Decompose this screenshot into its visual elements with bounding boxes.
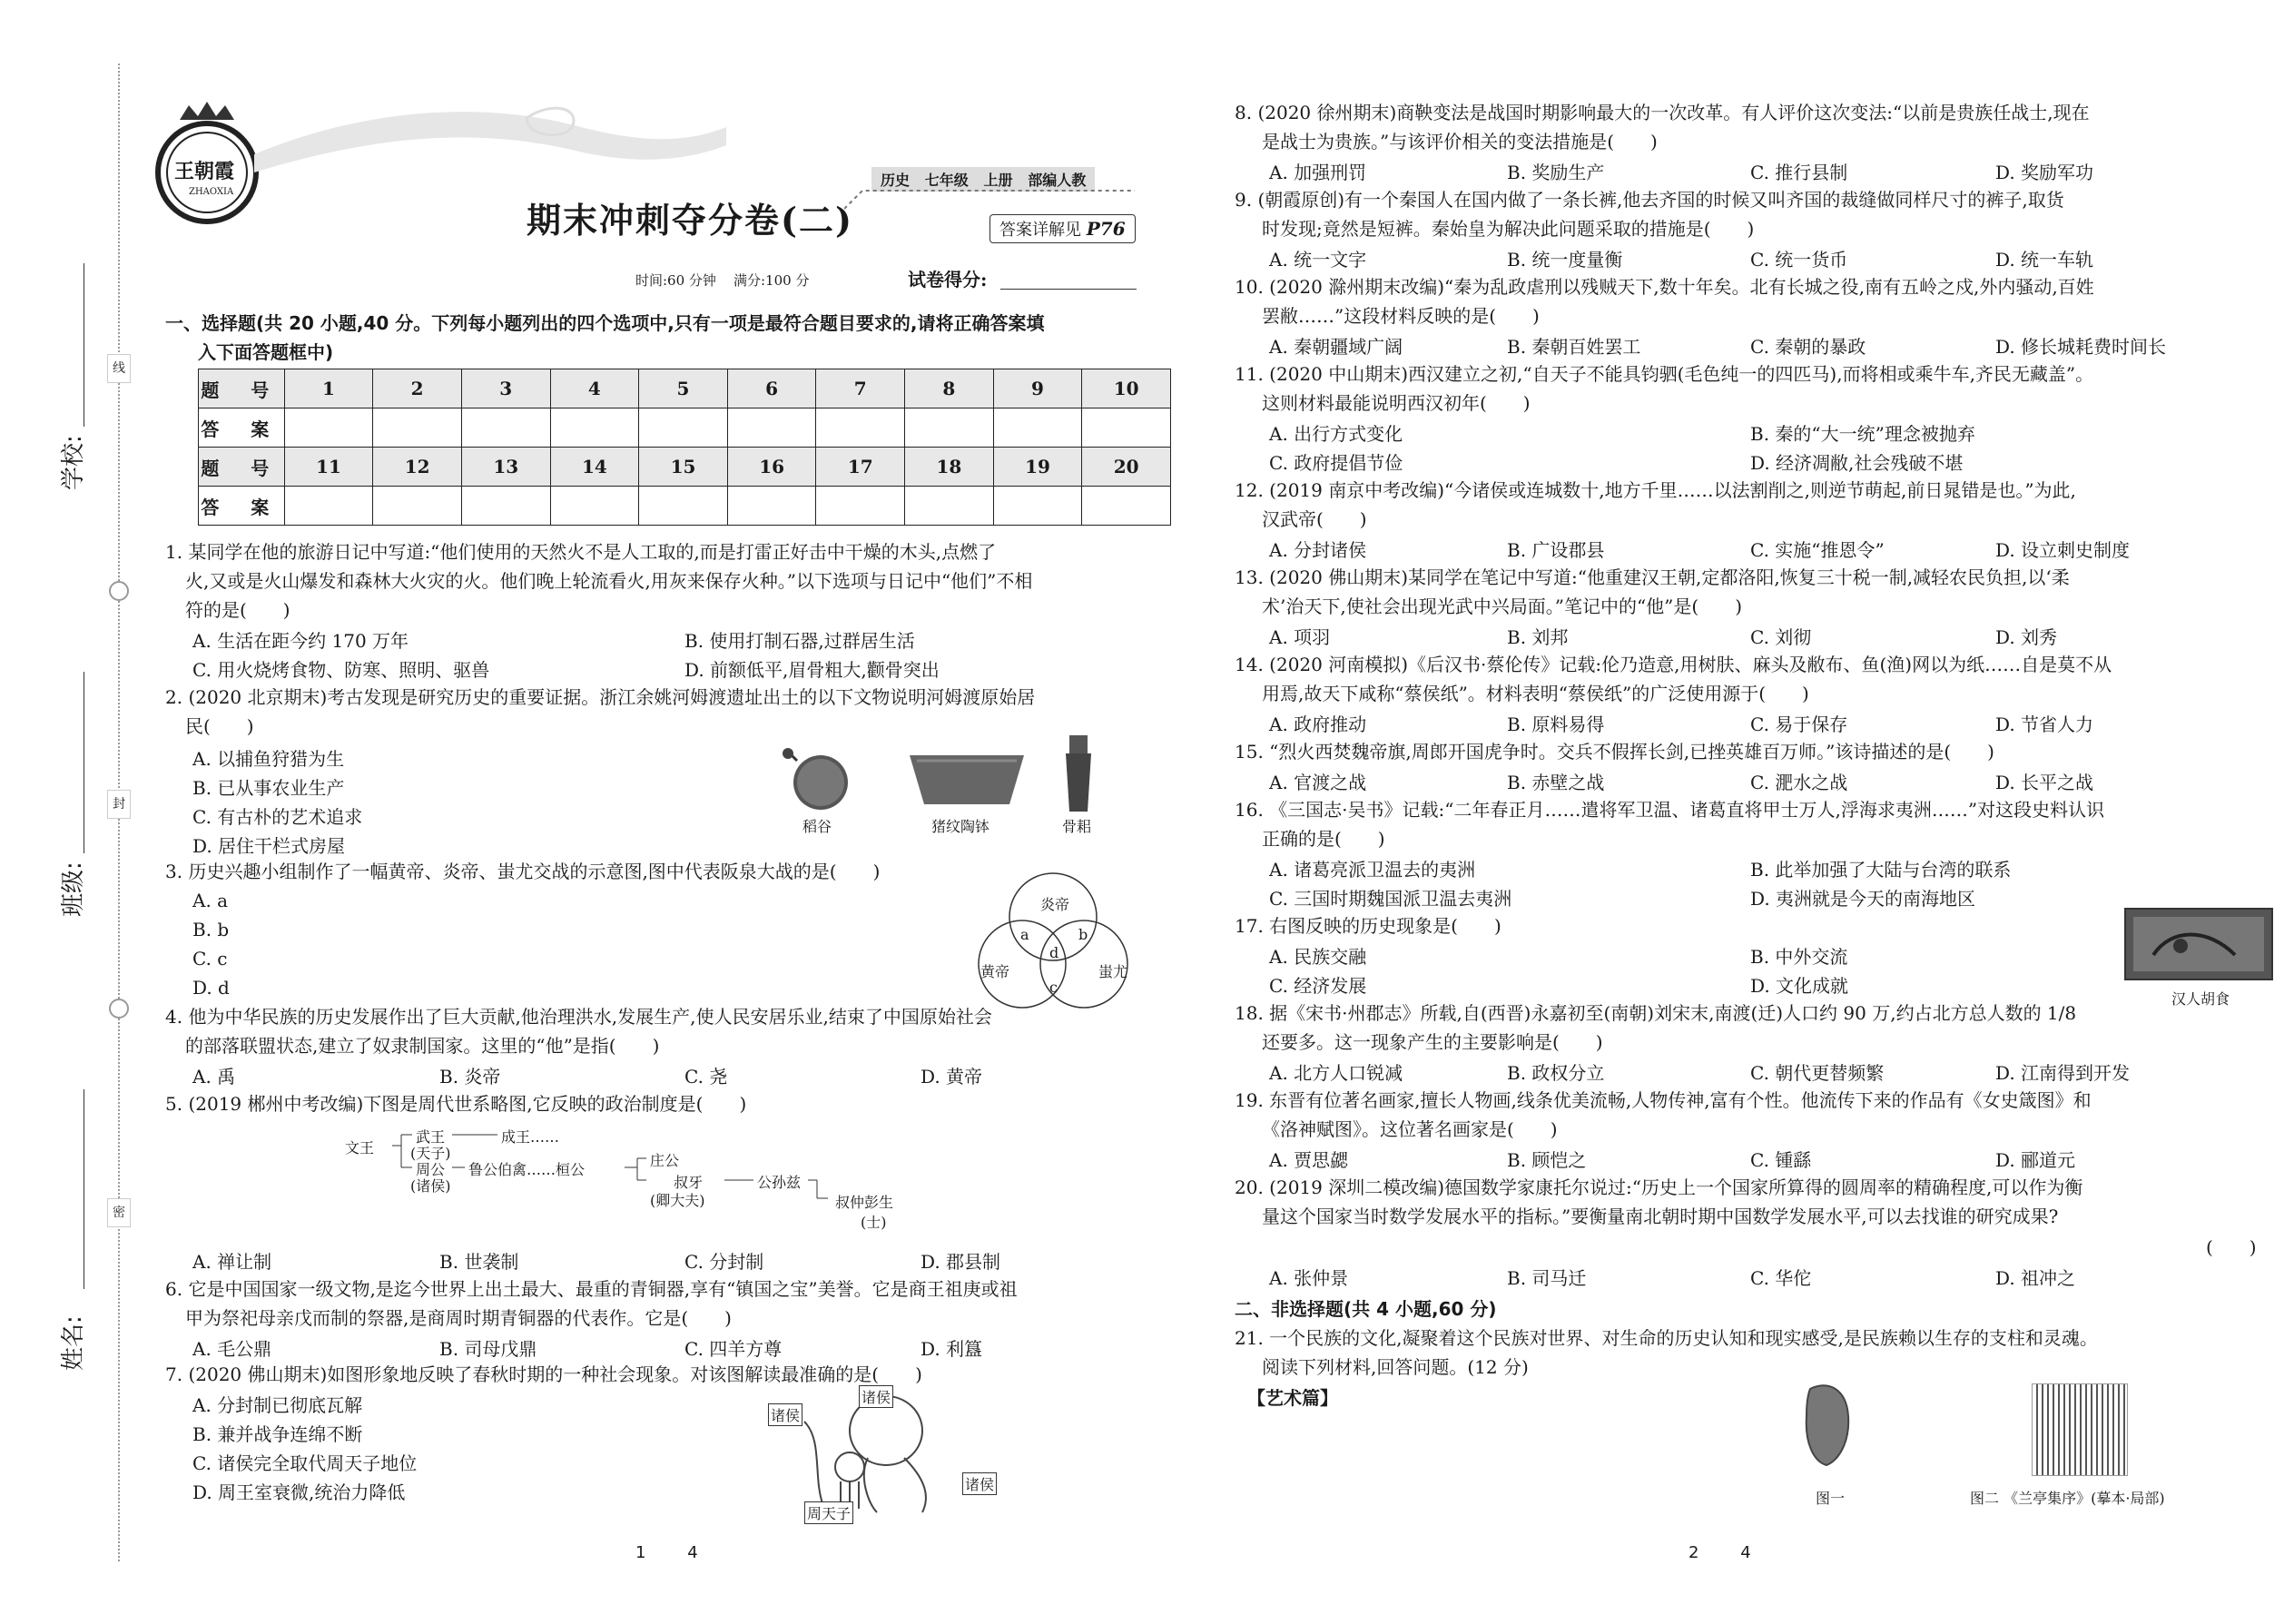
tree-lu: 鲁公伯禽……桓公	[468, 1161, 586, 1178]
caption-pottery: 猪纹陶钵	[931, 818, 990, 835]
q5-options	[165, 1247, 1155, 1276]
binding-mark: 密	[107, 1198, 131, 1227]
binding-mark: 封	[107, 790, 131, 819]
answer-cell[interactable]	[727, 487, 816, 526]
q12-line1: 12. (2019 南京中考改编)“今诸侯或连城数十,地方千里……以法割削之,则逆节萌起,前日晁错是也。”为此,	[1235, 479, 2076, 501]
question-18	[1235, 999, 2288, 1086]
num-cell: 9	[993, 369, 1082, 408]
page-number: 1	[635, 1543, 646, 1562]
q6-option-b[interactable]: B. 司母戊鼎	[439, 1338, 537, 1360]
answer-table	[198, 369, 1171, 526]
q18-option-d[interactable]: D. 江南得到开发	[1995, 1062, 2131, 1084]
question-11	[1235, 359, 2288, 476]
venn-d: d	[1049, 944, 1059, 961]
q11-option-c[interactable]: C. 政府提倡节俭	[1269, 452, 1403, 474]
answer-table-row	[199, 448, 1171, 487]
cartoon-label-zhuhou: 诸侯	[962, 1472, 997, 1495]
q1-option-b[interactable]: B. 使用打制石器,过群居生活	[684, 630, 915, 652]
q1-option-c[interactable]: C. 用火烧烤食物、防寒、照明、驱兽	[192, 659, 490, 681]
question-6	[165, 1275, 1155, 1365]
q2-option-c[interactable]: C. 有古朴的艺术追求	[192, 806, 363, 828]
tree-zhougong: 周公	[416, 1161, 446, 1178]
num-cell: 18	[905, 448, 994, 487]
q13-option-a[interactable]: A. 项羽	[1269, 626, 1331, 648]
mural-image	[2124, 908, 2273, 980]
q20-line2: 量这个国家当时数学发展水平的指标。”要衡量南北朝时期中国数学发展水平,可以去找谁的研究成果?	[1262, 1206, 2059, 1227]
answer-cell[interactable]	[639, 408, 728, 448]
q9-option-a[interactable]: A. 统一文字	[1269, 249, 1367, 271]
class-label: 班级:	[60, 861, 87, 917]
num-cell: 2	[373, 369, 462, 408]
q2-line1: 2. (2020 北京期末)考古发现是研究历史的重要证据。浙江余姚河姆渡遗址出土的以下文物说明河姆渡原始居	[165, 686, 1036, 708]
page-number-right	[1689, 1543, 1751, 1562]
q5-option-b[interactable]: B. 世袭制	[439, 1251, 519, 1273]
exam-meta	[635, 271, 809, 290]
answer-table-row	[199, 408, 1171, 448]
q2-option-a[interactable]: A. 以捕鱼狩猎为生	[192, 748, 345, 770]
rice-grain-image	[779, 743, 852, 815]
q10-option-d[interactable]: D. 修长城耗费时间长	[1995, 336, 2167, 358]
figure1-caption: 图一	[1816, 1490, 1846, 1507]
q10-line2: 罢敝……”这段材料反映的是( )	[1262, 305, 1540, 327]
tree-wuwang: 武王	[416, 1128, 446, 1146]
q19-option-b[interactable]: B. 顾恺之	[1507, 1149, 1587, 1171]
question-7	[165, 1360, 1155, 1505]
num-cell: 19	[993, 448, 1082, 487]
answer-cell[interactable]	[373, 487, 462, 526]
answer-cell[interactable]	[284, 408, 373, 448]
answer-cell[interactable]	[639, 487, 728, 526]
q14-option-c[interactable]: C. 易于保存	[1750, 714, 1848, 735]
right-questions	[1235, 98, 2288, 1532]
question-19	[1235, 1086, 2288, 1173]
num-cell: 12	[373, 448, 462, 487]
tag-edition: 部编人教	[1028, 172, 1087, 189]
num-cell: 13	[461, 448, 550, 487]
brand-name: 王朝霞	[174, 160, 235, 183]
question-5	[165, 1089, 1155, 1118]
q5-option-d[interactable]: D. 郡县制	[921, 1251, 1001, 1273]
bone-spade-image	[1060, 735, 1097, 813]
question-20	[1235, 1173, 2288, 1291]
q4-option-a[interactable]: A. 禹	[192, 1066, 236, 1088]
q13-option-b[interactable]: B. 刘邦	[1507, 626, 1569, 648]
q1-option-d[interactable]: D. 前额低平,眉骨粗大,颧骨突出	[684, 659, 940, 681]
q2-option-d[interactable]: D. 居住干栏式房屋	[192, 835, 346, 857]
num-cell: 5	[639, 369, 728, 408]
q13-line2: 术’治天下,使社会出现光武中兴局面。”笔记中的“他”是( )	[1262, 595, 1742, 617]
answer-table-row	[199, 369, 1171, 408]
q1-line1: 1. 某同学在他的旅游日记中写道:“他们使用的天然火不是人工取的,而是打雷正好击中干燥的木头,点燃了	[165, 541, 997, 563]
q8-option-d[interactable]: D. 奖励军功	[1995, 162, 2094, 183]
q18-line2: 还要多。这一现象产生的主要影响是( )	[1262, 1031, 1603, 1053]
tree-dafu: (卿大夫)	[650, 1192, 705, 1209]
answer-cell[interactable]	[905, 408, 994, 448]
q10-option-a[interactable]: A. 秦朝疆域广阔	[1269, 336, 1403, 358]
question-1	[165, 537, 1155, 683]
question-13	[1235, 563, 2288, 650]
ans-header: 答 案	[199, 487, 285, 526]
answer-cell[interactable]	[373, 408, 462, 448]
venn-c: c	[1049, 979, 1058, 996]
answer-cell[interactable]	[993, 487, 1082, 526]
q13-option-c[interactable]: C. 刘彻	[1750, 626, 1812, 648]
q3-option-a[interactable]: A. a	[192, 890, 229, 911]
num-cell: 8	[905, 369, 994, 408]
num-cell: 15	[639, 448, 728, 487]
num-cell: 20	[1082, 448, 1171, 487]
q15-option-c[interactable]: C. 淝水之战	[1750, 772, 1848, 793]
q16-line2: 正确的是( )	[1262, 828, 1385, 850]
q14-option-d[interactable]: D. 节省人力	[1995, 714, 2094, 735]
q12-line2: 汉武帝( )	[1262, 508, 1367, 530]
num-cell: 11	[284, 448, 373, 487]
q18-option-c[interactable]: C. 朝代更替频繁	[1750, 1062, 1885, 1084]
q11-line2: 这则材料最能说明西汉初年( )	[1262, 392, 1531, 414]
answer-cell[interactable]	[727, 408, 816, 448]
num-header: 题 号	[199, 369, 285, 408]
venn-a: a	[1020, 926, 1029, 943]
tree-zhuanggong: 庄公	[650, 1152, 680, 1169]
q10-line1: 10. (2020 滁州期末改编)“秦为乱政虐刑以残贼天下,数十年矣。北有长城之役,南有五岭之戍,外内骚动,百姓	[1235, 276, 2094, 298]
page-number: 2	[1689, 1543, 1699, 1562]
q17-option-d[interactable]: D. 文化成就	[1750, 975, 1849, 997]
q8-option-b[interactable]: B. 奖励生产	[1507, 162, 1605, 183]
q5-option-a[interactable]: A. 禅让制	[192, 1251, 272, 1273]
q14-line2: 用焉,故天下咸称“蔡侯纸”。材料表明“蔡侯纸”的广泛使用源于( )	[1262, 683, 1809, 704]
venn-b: b	[1078, 926, 1088, 943]
q4-line2: 的部落联盟状态,建立了奴隶制国家。这里的“他”是指( )	[185, 1035, 660, 1057]
zhou-lineage-tree	[345, 1126, 980, 1244]
tag-grade: 七年级	[924, 172, 969, 189]
question-16	[1235, 795, 2288, 911]
mural-caption: 汉人胡食	[2171, 990, 2230, 1008]
q13-line1: 13. (2020 佛山期末)某同学在笔记中写道:“他重建汉王朝,定都洛阳,恢复三十税一制,减轻农民负担,以‘柔	[1235, 566, 2070, 588]
q14-line1: 14. (2020 河南模拟)《后汉书·蔡伦传》记载:伦乃造意,用树肤、麻头及敝布、鱼(渔)网以为纸……自是莫不从	[1235, 654, 2112, 675]
answer-cell[interactable]	[550, 408, 639, 448]
dotted-path	[844, 187, 1135, 214]
answer-cell[interactable]	[816, 408, 905, 448]
answer-ref-page: P76	[1086, 218, 1126, 240]
page-title: 期末冲刺夺分卷(二)	[527, 200, 853, 241]
tree-shuya: 叔牙	[674, 1174, 704, 1191]
q20-answer-paren: ( )	[2206, 1236, 2257, 1258]
q20-option-a[interactable]: A. 张仲景	[1269, 1267, 1349, 1289]
q16-option-b[interactable]: B. 此举加强了大陆与台湾的联系	[1750, 859, 2012, 881]
q10-option-b[interactable]: B. 秦朝百姓罢工	[1507, 336, 1641, 358]
figure1-artifact	[1801, 1380, 1856, 1467]
answer-cell[interactable]	[461, 408, 550, 448]
tree-tianzi: (天子)	[410, 1145, 451, 1162]
q9-line1: 9. (朝霞原创)有一个秦国人在国内做了一条长裤,他去齐国的时候又叫齐国的裁缝做同样尺寸的裤子,取货	[1235, 189, 2064, 211]
q7-line1: 7. (2020 佛山期末)如图形象地反映了春秋时期的一种社会现象。对该图解读最准确的是( )	[165, 1363, 922, 1385]
q4-line1: 4. 他为中华民族的历史发展作出了巨大贡献,他治理洪水,发展生产,使人民安居乐业,结束了中国原始社会	[165, 1006, 992, 1028]
answer-cell[interactable]	[1082, 408, 1171, 448]
brand-logo	[153, 100, 261, 227]
exam-full-score: 满分:100 分	[733, 272, 810, 289]
q6-line1: 6. 它是中国国家一级文物,是迄今世界上出土最大、最重的青铜器,享有“镇国之宝”美誉。它是商王祖庚或祖	[165, 1278, 1018, 1300]
q21-line2: 阅读下列材料,回答问题。(12 分)	[1262, 1356, 1529, 1378]
q4-option-d[interactable]: D. 黄帝	[921, 1066, 983, 1088]
q8-option-c[interactable]: C. 推行县制	[1750, 162, 1848, 183]
score-field[interactable]	[1000, 289, 1137, 290]
q5-option-c[interactable]: C. 分封制	[684, 1251, 764, 1273]
q12-option-b[interactable]: B. 广设郡县	[1507, 539, 1605, 561]
question-8	[1235, 98, 2288, 185]
q6-option-c[interactable]: C. 四羊方尊	[684, 1338, 783, 1360]
q8-option-a[interactable]: A. 加强刑罚	[1269, 162, 1367, 183]
answer-ref-prefix: 答案详解见	[999, 221, 1081, 240]
q20-option-c[interactable]: C. 华佗	[1750, 1267, 1812, 1289]
caption-rice: 稻谷	[802, 818, 832, 835]
question-9	[1235, 185, 2288, 272]
cartoon-label-zhuhou: 诸侯	[859, 1385, 893, 1408]
figure2-caption: 图二 《兰亭集序》(摹本·局部)	[1970, 1490, 2165, 1507]
num-cell: 3	[461, 369, 550, 408]
section1-title: 一、选择题(共 20 小题,40 分。下列每小题列出的四个选项中,只有一项是最符合题目要求的,请将正确答案填	[165, 312, 1045, 334]
q15-line1: 15. “烈火西焚魏帝旗,周郎开国虎争时。交兵不假挥长剑,已挫英雄百万师。”该诗描述的是( )	[1235, 741, 1994, 763]
q11-option-b[interactable]: B. 秦的“大一统”理念被抛弃	[1750, 423, 1975, 445]
venn-chiyou: 蚩尤	[1098, 963, 1128, 980]
q7-option-d[interactable]: D. 周王室衰微,统治力降低	[192, 1481, 406, 1503]
q16-option-c[interactable]: C. 三国时期魏国派卫温去夷洲	[1269, 888, 1512, 910]
section1-title-cont: 入下面答题框中)	[198, 341, 334, 363]
pottery-bowl-image	[908, 752, 1026, 810]
name-label: 姓名:	[60, 1315, 87, 1371]
school-label: 学校:	[60, 435, 87, 490]
answer-table-row	[199, 487, 1171, 526]
answer-cell[interactable]	[993, 408, 1082, 448]
brand-sub: ZHAOXIA	[189, 187, 234, 197]
q1-line3: 符的是( )	[185, 599, 290, 621]
q1-option-a[interactable]: A. 生活在距今约 170 万年	[192, 630, 409, 652]
q6-option-a[interactable]: A. 毛公鼎	[192, 1338, 272, 1360]
q19-option-c[interactable]: C. 锺繇	[1750, 1149, 1812, 1171]
tree-gongsun: 公孙兹	[757, 1174, 802, 1191]
page-total: 4	[1740, 1543, 1751, 1562]
answer-cell[interactable]	[284, 487, 373, 526]
q3-option-d[interactable]: D. d	[192, 977, 230, 999]
tree-shi: (士)	[861, 1214, 887, 1231]
binding-mark: 线	[107, 354, 131, 383]
venn-huangdi: 黄帝	[980, 963, 1010, 980]
q5-line1: 5. (2019 郴州中考改编)下图是周代世系略图,它反映的政治制度是( )	[165, 1093, 747, 1115]
q10-option-c[interactable]: C. 秦朝的暴政	[1750, 336, 1866, 358]
art-section-label: 【艺术篇】	[1247, 1387, 1338, 1409]
q17-option-c[interactable]: C. 经济发展	[1269, 975, 1367, 997]
num-cell: 14	[550, 448, 639, 487]
num-cell: 16	[727, 448, 816, 487]
section2-title: 二、非选择题(共 4 小题,60 分)	[1235, 1298, 1497, 1320]
q16-option-a[interactable]: A. 诸葛亮派卫温去的夷洲	[1269, 859, 1476, 881]
score-label: 试卷得分:	[908, 269, 988, 290]
q8-line1: 8. (2020 徐州期末)商鞅变法是战国时期影响最大的一次改革。有人评价这次变法:“以前是贵族任战士,现在	[1235, 102, 2090, 123]
cartoon-image	[768, 1385, 1004, 1521]
binding-circle	[109, 999, 129, 1019]
venn-yandi: 炎帝	[1040, 896, 1070, 913]
question-21	[1235, 1324, 2288, 1423]
q3-option-b[interactable]: B. b	[192, 919, 230, 940]
page-total: 4	[687, 1543, 698, 1562]
q15-option-d[interactable]: D. 长平之战	[1995, 772, 2094, 793]
q19-option-d[interactable]: D. 郦道元	[1995, 1149, 2076, 1171]
num-cell: 6	[727, 369, 816, 408]
q9-option-d[interactable]: D. 统一车轨	[1995, 249, 2094, 271]
page-number-left	[635, 1543, 698, 1562]
q16-line1: 16. 《三国志·吴书》记载:“二年春正月……遣将军卫温、诸葛直将甲士万人,浮海求夷洲……”对这段史料认识	[1235, 799, 2105, 821]
cartoon-label-tianzi: 周天子	[804, 1501, 853, 1524]
q20-option-b[interactable]: B. 司马迁	[1507, 1267, 1587, 1289]
q2-option-b[interactable]: B. 已从事农业生产	[192, 777, 345, 799]
question-15	[1235, 737, 2288, 795]
question-14	[1235, 650, 2288, 737]
q4-option-b[interactable]: B. 炎帝	[439, 1066, 501, 1088]
tree-chengwang: 成王……	[501, 1128, 560, 1146]
answer-cell[interactable]	[816, 487, 905, 526]
figure2-calligraphy	[2032, 1383, 2128, 1476]
num-cell: 17	[816, 448, 905, 487]
answer-cell[interactable]	[905, 487, 994, 526]
q4-option-c[interactable]: C. 尧	[684, 1066, 728, 1088]
tree-shuzhong: 叔仲彭生	[835, 1194, 894, 1211]
q19-line1: 19. 东晋有位著名画家,擅长人物画,线条优美流畅,人物传神,富有个性。他流传下来的作品有《女史箴图》和	[1235, 1089, 2092, 1111]
q18-line1: 18. 据《宋书·州郡志》所载,自(西晋)永嘉初至(南朝)刘宋末,南渡(迁)人口约 90 万,约占北方总人数的 1/8	[1235, 1002, 2077, 1024]
q3-line1: 3. 历史兴趣小组制作了一幅黄帝、炎帝、蚩尤交战的示意图,图中代表阪泉大战的是( )	[165, 861, 881, 882]
tag-subject: 历史	[881, 172, 911, 189]
q19-option-a[interactable]: A. 贾思勰	[1269, 1149, 1349, 1171]
q1-line2: 火,又或是火山爆发和森林大火灾的火。他们晚上轮流看火,用灰来保存火种。”以下选项与日记中“他们”不相	[185, 570, 1033, 592]
answer-cell[interactable]	[1082, 487, 1171, 526]
q12-option-a[interactable]: A. 分封诸侯	[1269, 539, 1367, 561]
q9-option-c[interactable]: C. 统一货币	[1750, 249, 1848, 271]
question-4	[165, 1002, 1155, 1093]
q3-option-c[interactable]: C. c	[192, 948, 228, 969]
q20-line1: 20. (2019 深圳二模改编)德国数学家康托尔说过:“历史上一个国家所算得的圆周率的精确程度,可以作为衡	[1235, 1176, 2083, 1198]
question-12	[1235, 476, 2288, 563]
answer-cell[interactable]	[550, 487, 639, 526]
caption-bone: 骨耜	[1062, 818, 1092, 835]
answer-cell[interactable]	[461, 487, 550, 526]
q12-option-d[interactable]: D. 设立刺史制度	[1995, 539, 2131, 561]
tree-zhuhou: (诸侯)	[410, 1177, 451, 1195]
cartoon-label-zhuhou: 诸侯	[768, 1403, 802, 1426]
ribbon-decoration	[254, 91, 799, 191]
right-page	[1171, 0, 2294, 1624]
q7-option-c[interactable]: C. 诸侯完全取代周天子地位	[192, 1452, 418, 1474]
question-10	[1235, 272, 2288, 359]
q17-line1: 17. 右图反映的历史现象是( )	[1235, 915, 1501, 937]
num-cell: 10	[1082, 369, 1171, 408]
num-cell: 1	[284, 369, 373, 408]
num-header: 题 号	[199, 448, 285, 487]
tree-wenwang: 文王	[345, 1139, 375, 1156]
q16-option-d[interactable]: D. 夷洲就是今天的南海地区	[1750, 888, 1976, 910]
binding-circle	[109, 581, 129, 601]
q14-option-b[interactable]: B. 原料易得	[1507, 714, 1605, 735]
q6-option-d[interactable]: D. 利簋	[921, 1338, 983, 1360]
q18-option-b[interactable]: B. 政权分立	[1507, 1062, 1605, 1084]
q11-option-d[interactable]: D. 经济凋敝,社会残破不堪	[1750, 452, 1964, 474]
q15-option-a[interactable]: A. 官渡之战	[1269, 772, 1367, 793]
q13-option-d[interactable]: D. 刘秀	[1995, 626, 2058, 648]
tag-term: 上册	[983, 172, 1013, 189]
q7-option-a[interactable]: A. 分封制已彻底瓦解	[192, 1394, 363, 1416]
answer-ref	[989, 214, 1136, 243]
venn-diagram	[962, 871, 1144, 1017]
num-cell: 7	[816, 369, 905, 408]
q19-line2: 《洛神赋图》。这位著名画家是( )	[1262, 1118, 1558, 1140]
exam-time: 时间:60 分钟	[635, 272, 716, 289]
q11-option-a[interactable]: A. 出行方式变化	[1269, 423, 1403, 445]
q7-option-b[interactable]: B. 兼并战争连绵不断	[192, 1423, 363, 1445]
ans-header: 答 案	[199, 408, 285, 448]
q9-option-b[interactable]: B. 统一度量衡	[1507, 249, 1623, 271]
num-cell: 4	[550, 369, 639, 408]
q17-option-a[interactable]: A. 民族交融	[1269, 946, 1367, 968]
q17-option-b[interactable]: B. 中外交流	[1750, 946, 1848, 968]
q9-line2: 时发现;竟然是短裤。秦始皇为解决此问题采取的措施是( )	[1262, 218, 1755, 240]
q15-option-b[interactable]: B. 赤壁之战	[1507, 772, 1605, 793]
q12-option-c[interactable]: C. 实施“推恩令”	[1750, 539, 1885, 561]
q18-option-a[interactable]: A. 北方人口锐减	[1269, 1062, 1403, 1084]
q14-option-a[interactable]: A. 政府推动	[1269, 714, 1367, 735]
q2-line2: 民( )	[185, 715, 254, 737]
q11-line1: 11. (2020 中山期末)西汉建立之初,“自天子不能具钧驷(毛色纯一的四匹马),而将相或乘牛车,齐民无藏盖”。	[1235, 363, 2094, 385]
q20-option-d[interactable]: D. 祖冲之	[1995, 1267, 2076, 1289]
q21-line1: 21. 一个民族的文化,凝聚着这个民族对世界、对生命的历史认知和现实感受,是民族赖以生存的支柱和灵魂。	[1235, 1327, 2098, 1349]
q6-line2: 甲为祭祀母亲戊而制的祭器,是商周时期青铜器的代表作。它是( )	[185, 1307, 732, 1329]
q8-line2: 是战士为贵族。”与该评价相关的变法措施是( )	[1262, 131, 1658, 153]
